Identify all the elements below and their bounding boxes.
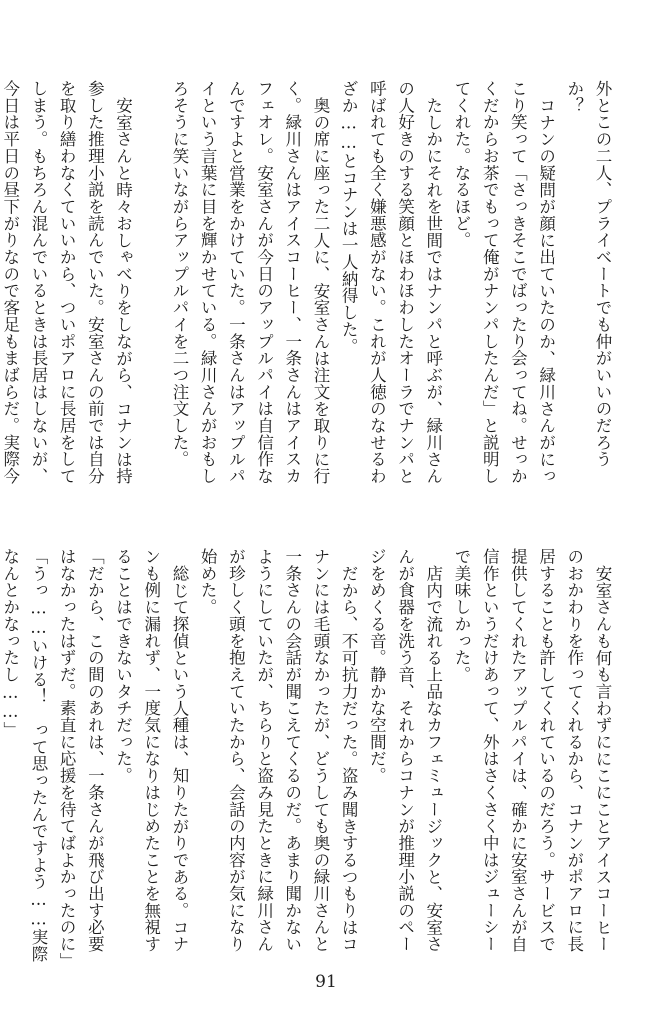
paragraph: 店内で流れる上品なカフェミュージックと、安室さんが食器を洗う音、それからコナンが推理小説のページをめくる音。静かな空間だ。 — [367, 548, 443, 953]
paragraph: 安室さんと時々おしゃべりをしながら、コナンは持参した推理小説を読んでいた。安室さんの前では自分を取り繕わなくていいから、ついポアロに長居をしてしまう。もちろん混んでいるときは長居はしないが、今日は平日の昼下がりなので客足もまばらだ。実際今 — [0, 80, 133, 485]
blank-line — [137, 80, 165, 500]
text-section-top — [0, 80, 616, 500]
paragraph: だから、不可抗力だった。盗み聞きするつもりはコナンには毛頭なかったが、どうしても奥の緑川さんと一条さんの会話が聞こえてくるのだ。あまり聞かないようにしていたが、ちらりと盗み見たときに緑川さんが珍しく頭を抱えていたから、会話の内容が気になり始めた。 — [198, 548, 359, 953]
paragraph: コナンの疑問が顔に出ていたのか、緑川さんがにっこり笑って「さっきそこでばったり会ってね。せっかくだからお茶でもって俺がナンパしたんだ」と説明してくれた。なるほど。 — [451, 80, 556, 485]
paragraph: たしかにそれを世間ではナンパと呼ぶが、緑川さんの人好きのする笑顔とほわほわしたオーラでナンパと呼ばれても全く嫌悪感がない。これが人徳のなせるわざか……とコナンは一人納得した。 — [339, 80, 443, 485]
dialogue-line: 「だから、この間のあれは、一条さんが飛び出す必要はなかったはずだ。素直に応援を待てばよかったのに」 — [57, 548, 105, 970]
dialogue-line: 「うっ……いける！ って思ったんですよう……実際なんとかなったし……」 — [0, 548, 48, 963]
text-section-bottom — [0, 548, 616, 968]
page-number: 91 — [315, 972, 337, 992]
paragraph: 安室さんも何も言わずににこにことアイスコーヒーのおかわりを作ってくれるから、コナンがポアロに長居することも許してくれているのだろう。サービスで提供してくれたアップルパイは、確かに安室さんが自信作というだけあって、外はさくさく中はジューシーで美味しかった。 — [451, 548, 612, 953]
paragraph: 外とこの二人、プライベートでも仲がいいのだろうか？ — [564, 80, 612, 468]
paragraph: 奥の席に座った二人に、安室さんは注文を取りに行く。緑川さんはアイスコーヒー、一条さんはアイスカフェオレ。安室さんが今日のアップルパイは自信作なんですよと営業をかけていた。一条さんはアップルパイという言葉に目を輝かせている。緑川さんがおもしろそうに笑いながらアップルパイを二つ注文した。 — [169, 80, 330, 485]
paragraph: 総じて探偵という人種は、知りたがりである。コナンも例に漏れず、一度気になりはじめたことを無視することはできないタチだった。 — [113, 548, 189, 953]
